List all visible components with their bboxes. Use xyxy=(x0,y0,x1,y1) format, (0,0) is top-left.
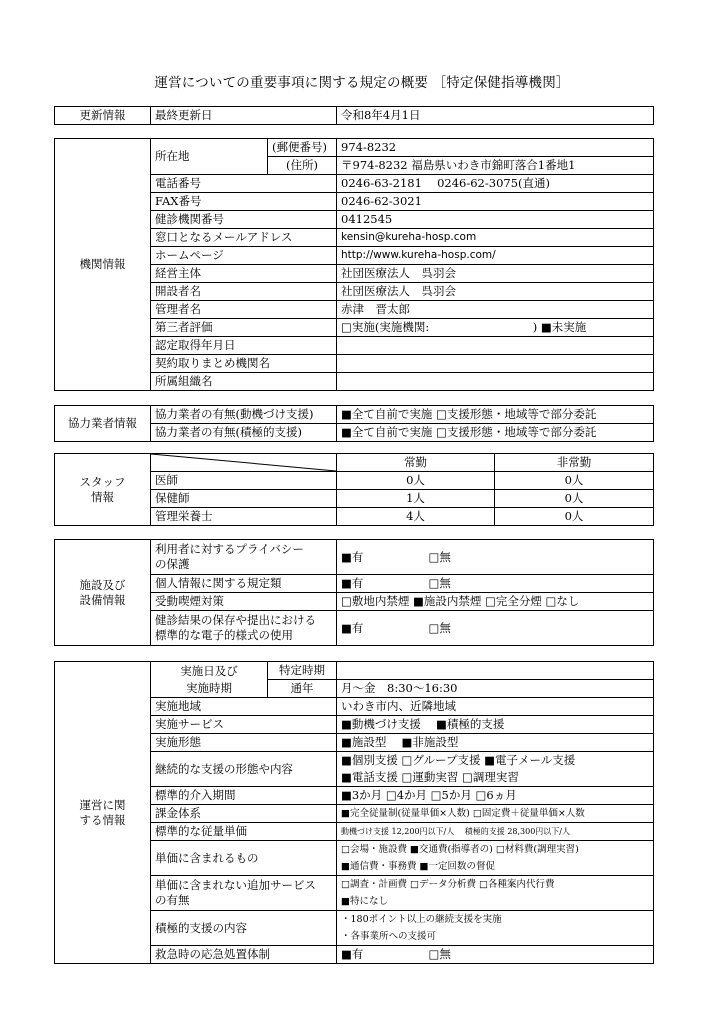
checkup-code-label: 健診機関番号 xyxy=(151,211,337,229)
staff-col-part-time: 非常勤 xyxy=(495,454,654,472)
manager-value: 赤津 晋太郎 xyxy=(337,301,654,319)
privacy-label xyxy=(151,540,337,575)
service-value: ■動機づけ支援 ■積極的支援 xyxy=(337,716,654,734)
privacy-no: □無 xyxy=(425,540,654,575)
continuous-support-value1: ■個別支援 □グループ支援 ■電子メール支援 xyxy=(337,752,654,770)
homepage-label: ホームページ xyxy=(151,247,337,265)
included-label: 単価に含まれるもの xyxy=(151,841,337,876)
privacy-label-line1: 利用者に対するプライバシー xyxy=(155,542,304,556)
fax-value: 0246-62-3021 xyxy=(337,193,654,211)
email-label: 窓口となるメールアドレス xyxy=(151,229,337,247)
included-value1: □会場・施設費 ■交通費(指導者の) □材料費(調理実習) xyxy=(337,841,654,859)
last-updated-value: 令和8年4月1日 xyxy=(337,107,654,125)
privacy-rules-label: 個人情報に関する規定類 xyxy=(151,575,337,593)
unit-price-value: 動機づけ支援 12,200円以下/人 積極的支援 28,300円以下/人 xyxy=(337,823,654,841)
impl-date-line2: 実施時期 xyxy=(186,680,232,695)
staff-full-count: 0人 xyxy=(337,472,495,490)
last-updated-label: 最終更新日 xyxy=(151,107,337,125)
service-label: 実施サービス xyxy=(151,716,337,734)
privacy-rules-no: □無 xyxy=(425,575,654,593)
fax-label: FAX番号 xyxy=(151,193,337,211)
year-round-label: 通年 xyxy=(268,680,337,698)
founder-value: 社団医療法人 呉羽会 xyxy=(337,283,654,301)
partners-section-label: 協力業者情報 xyxy=(55,406,151,442)
ops-section-line2: する情報 xyxy=(79,812,126,827)
included-value2: ■通信費・事務費 ■一定回数の督促 xyxy=(337,858,654,876)
cert-date-label: 認定取得年月日 xyxy=(151,337,337,355)
staff-part-count: 0人 xyxy=(495,490,654,508)
area-value: いわき市内、近隣地域 xyxy=(337,698,654,716)
postal-label: (郵便番号) xyxy=(268,139,337,157)
email-value: kensin@kureha-hosp.com xyxy=(337,229,654,247)
specific-period-value xyxy=(337,662,654,680)
smoking-label: 受動喫煙対策 xyxy=(151,593,337,611)
page-title: 運営についての重要事項に関する規定の概要 ［特定保健指導機関］ xyxy=(154,75,570,91)
specific-period-label: 特定時期 xyxy=(268,662,337,680)
phone-label: 電話番号 xyxy=(151,175,337,193)
extra-service-value1: □調査・計画費 □データ分析費 □各種案内代行費 xyxy=(337,876,654,894)
emergency-no: □無 xyxy=(425,946,654,964)
storage-no: □無 xyxy=(425,611,654,646)
staff-table xyxy=(54,453,654,526)
address-label: 所在地 xyxy=(151,139,268,175)
operator-label: 経営主体 xyxy=(151,265,337,283)
staff-header-diagonal xyxy=(151,454,337,472)
facility-section-line2: 設備情報 xyxy=(79,592,126,607)
update-section-label: 更新情報 xyxy=(55,107,151,125)
partner-motivation-value: ■全て自前で実施 □支援形態・地域等で部分委託 xyxy=(337,406,654,424)
storage-label-line1: 健診結果の保存や提出における xyxy=(155,613,316,627)
facility-section-label xyxy=(55,540,151,646)
facility-table xyxy=(54,539,654,646)
org-section-label: 機関情報 xyxy=(55,139,151,391)
ops-section-line1: 運営に関 xyxy=(79,797,126,812)
operator-value: 社団医療法人 呉羽会 xyxy=(337,265,654,283)
facility-section-line1: 施設及び xyxy=(79,577,126,592)
manager-label: 管理者名 xyxy=(151,301,337,319)
address-value: 〒974-8232 福島県いわき市錦町落合1番地1 xyxy=(337,157,654,175)
period-label: 標準的介入期間 xyxy=(151,787,337,805)
staff-role: 管理栄養士 xyxy=(151,508,337,526)
staff-full-count: 4人 xyxy=(337,508,495,526)
privacy-label-line2: の保護 xyxy=(155,557,190,571)
billing-label: 課金体系 xyxy=(151,805,337,823)
smoking-value: □敷地内禁煙 ■施設内禁煙 □完全分煙 □なし xyxy=(337,593,654,611)
partner-active-label: 協力業者の有無(積極的支援) xyxy=(151,424,337,442)
continuous-support-label: 継続的な支援の形態や内容 xyxy=(151,752,337,787)
staff-role: 医師 xyxy=(151,472,337,490)
third-party-eval-value: □実施(実施機関: ) ■未実施 xyxy=(337,319,654,337)
affiliation-value xyxy=(337,373,654,391)
founder-label: 開設者名 xyxy=(151,283,337,301)
period-value: ■3か月 □4か月 □5か月 □6ヵ月 xyxy=(337,787,654,805)
billing-value: ■完全従量制(従量単価×人数) □固定費＋従量単価×人数 xyxy=(337,805,654,823)
ops-section-label xyxy=(55,662,151,964)
partner-active-value: ■全て自前で実施 □支援形態・地域等で部分委託 xyxy=(337,424,654,442)
extra-service-line2: の有無 xyxy=(155,893,190,907)
continuous-support-value2: ■電話支援 □運動実習 □調理実習 xyxy=(337,769,654,787)
address-sub-label: (住所) xyxy=(268,157,337,175)
active-support-value2: ・各事業所への支援可 xyxy=(337,928,654,946)
active-support-label: 積極的支援の内容 xyxy=(151,911,337,946)
update-info-table xyxy=(54,106,654,125)
extra-service-value2: ■特になし xyxy=(337,893,654,911)
active-support-value1: ・180ポイント以上の継続支援を実施 xyxy=(337,911,654,929)
emergency-label: 救急時の応急処置体制 xyxy=(151,946,337,964)
homepage-value: http://www.kureha-hosp.com/ xyxy=(337,247,654,265)
cert-date-value xyxy=(337,337,654,355)
area-label: 実施地域 xyxy=(151,698,337,716)
staff-part-count: 0人 xyxy=(495,472,654,490)
staff-section-line2: 情報 xyxy=(91,489,114,504)
staff-role: 保健師 xyxy=(151,490,337,508)
storage-yes: ■有 xyxy=(337,611,425,646)
partners-table xyxy=(54,405,654,442)
affiliation-label: 所属組織名 xyxy=(151,373,337,391)
privacy-rules-yes: ■有 xyxy=(337,575,425,593)
impl-date-line1: 実施日及び xyxy=(180,663,238,678)
contract-org-label: 契約取りまとめ機関名 xyxy=(151,355,337,373)
emergency-yes: ■有 xyxy=(337,946,425,964)
storage-label xyxy=(151,611,337,646)
postal-value: 974-8232 xyxy=(337,139,654,157)
form-value: ■施設型 ■非施設型 xyxy=(337,734,654,752)
privacy-yes: ■有 xyxy=(337,540,425,575)
operations-table xyxy=(54,661,654,964)
org-info-table xyxy=(54,138,654,391)
staff-col-full-time: 常勤 xyxy=(337,454,495,472)
form-label: 実施形態 xyxy=(151,734,337,752)
contract-org-value xyxy=(337,355,654,373)
staff-section-label xyxy=(55,454,151,526)
staff-section-line1: スタッフ xyxy=(79,474,126,489)
phone-value: 0246-63-2181 0246-62-3075(直通) xyxy=(337,175,654,193)
third-party-eval-label: 第三者評価 xyxy=(151,319,337,337)
storage-label-line2: 標準的な電子的様式の使用 xyxy=(155,628,293,642)
unit-price-label: 標準的な従量単価 xyxy=(151,823,337,841)
staff-part-count: 0人 xyxy=(495,508,654,526)
impl-date-label xyxy=(151,662,268,698)
staff-full-count: 1人 xyxy=(337,490,495,508)
partner-motivation-label: 協力業者の有無(動機づけ支援) xyxy=(151,406,337,424)
extra-service-line1: 単価に含まれない追加サービス xyxy=(155,878,316,892)
hours-value: 月～金 8:30～16:30 xyxy=(337,680,654,698)
extra-service-label xyxy=(151,876,337,911)
checkup-code-value: 0412545 xyxy=(337,211,654,229)
